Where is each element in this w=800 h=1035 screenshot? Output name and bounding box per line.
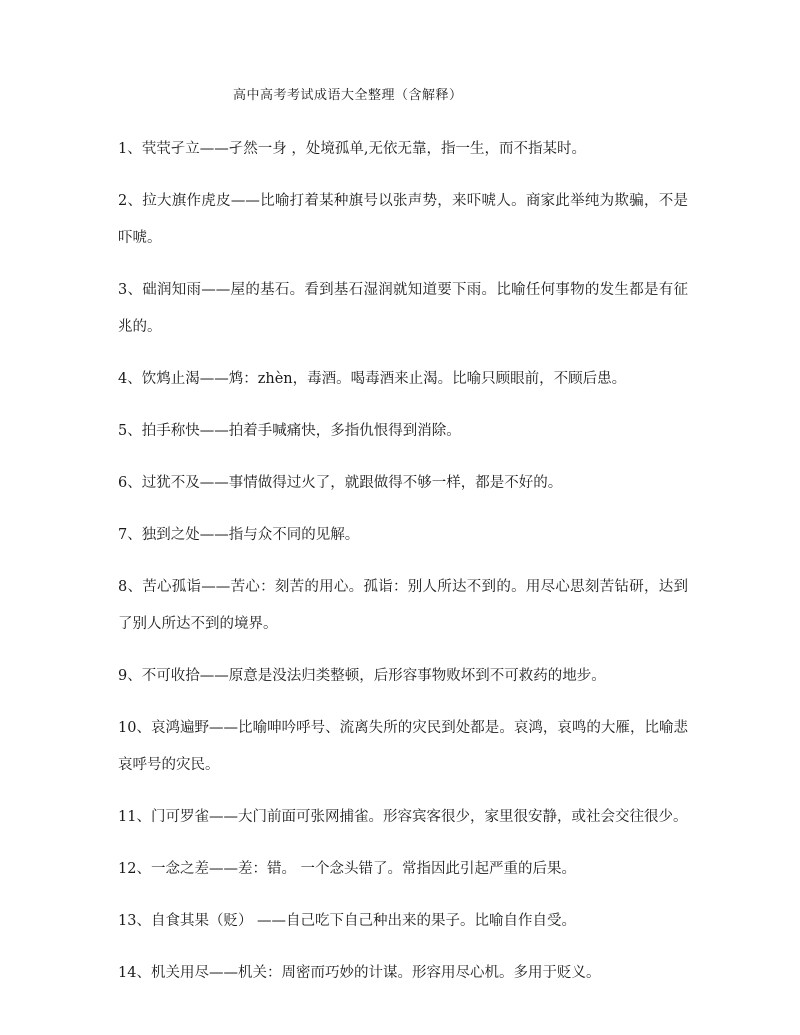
idiom-entry-11: 11、门可罗雀——大门前面可张网捕雀。形容宾客很少，家里很安静，或社会交往很少。 (118, 809, 688, 825)
idiom-entry-3: 3、础润知雨——屋的基石。看到基石湿润就知道要下雨。比喻任何事物的发生都是有征兆的。 (118, 282, 688, 335)
idiom-entry-1: 1、茕茕孑立——孑然一身 ，处境孤单,无依无靠，指一生，而不指某时。 (118, 141, 586, 157)
idiom-entry-12: 12、一念之差——差：错。 一个念头错了。常指因此引起严重的后果。 (118, 861, 577, 877)
idiom-entry-5: 5、拍手称快——拍着手喊痛快，多指仇恨得到消除。 (118, 423, 461, 439)
idiom-list (118, 131, 688, 1007)
idiom-entry-13: 13、自食其果（贬） ——自己吃下自己种出来的果子。比喻自作自受。 (118, 913, 577, 929)
idiom-entry-7: 7、独到之处——指与众不同的见解。 (118, 527, 360, 543)
document-title: 高中高考考试成语大全整理（含解释） (233, 88, 463, 103)
idiom-entry-10: 10、哀鸿遍野——比喻呻吟呼号、流离失所的灾民到处都是。哀鸿，哀鸣的大雁，比喻悲哀呼号的灾民。 (118, 720, 688, 773)
idiom-entry-9: 9、不可收拾——原意是没法归类整顿，后形容事物败坏到不可救药的地步。 (118, 668, 606, 684)
idiom-entry-8: 8、苦心孤诣——苦心：刻苦的用心。孤诣：别人所达不到的。用尽心思刻苦钻研，达到了别人所达不到的境界。 (118, 579, 688, 632)
idiom-entry-2: 2、拉大旗作虎皮——比喻打着某种旗号以张声势，来吓唬人。商家此举纯为欺骗，不是吓唬。 (118, 193, 688, 246)
idiom-entry-14: 14、机关用尽——机关：周密而巧妙的计谋。形容用尽心机。多用于贬义。 (118, 965, 601, 981)
idiom-entry-4: 4、饮鸩止渴——鸩：zhèn，毒酒。喝毒酒来止渴。比喻只顾眼前，不顾后患。 (118, 371, 627, 387)
idiom-entry-6: 6、过犹不及——事情做得过火了，就跟做得不够一样，都是不好的。 (118, 475, 563, 491)
